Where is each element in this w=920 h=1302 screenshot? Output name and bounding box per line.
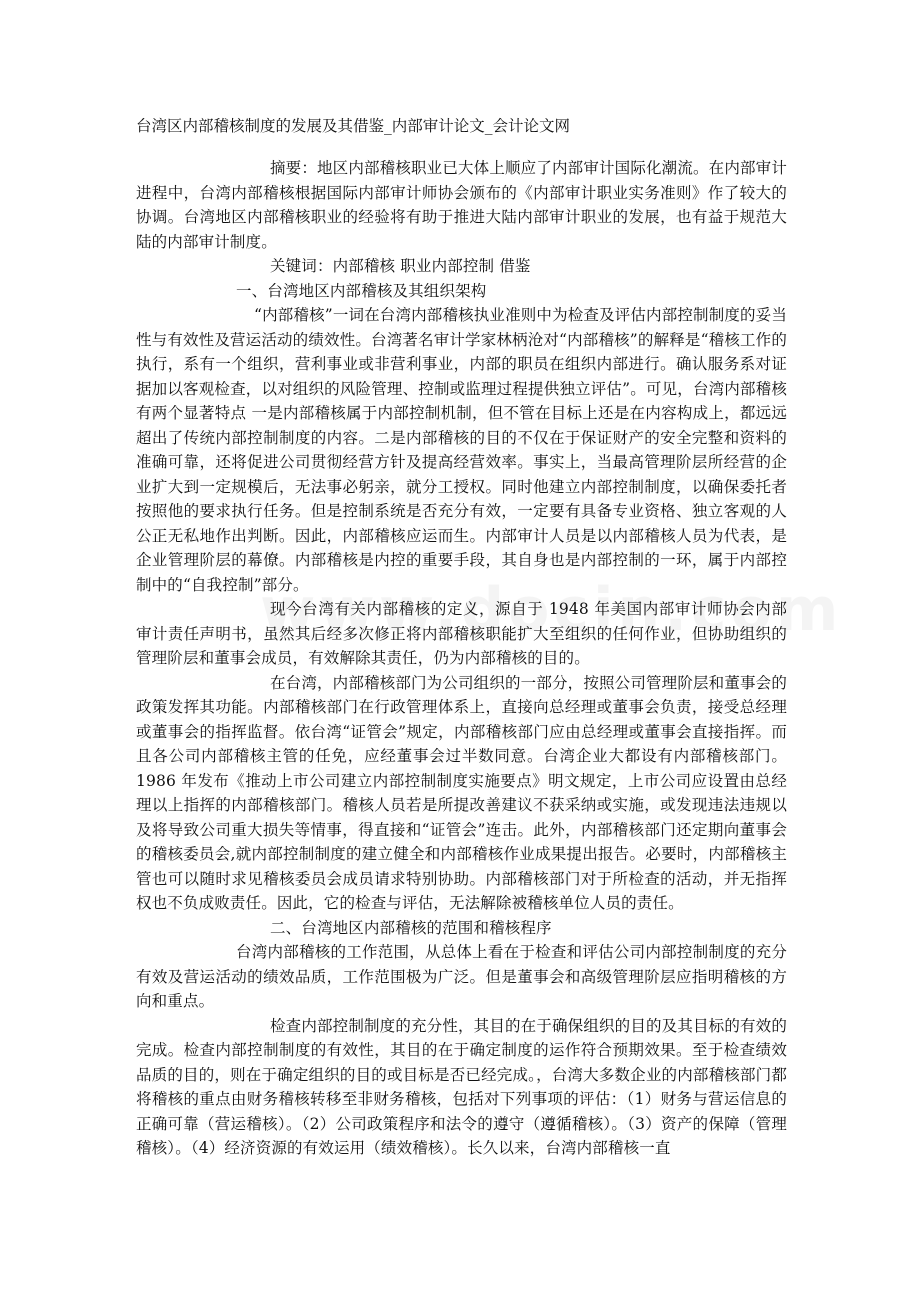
body-paragraph: 台湾内部稽核的工作范围，从总体上看在于检查和评估公司内部控制制度的充分有效及营运活动的绩效品质，工作范围极为广泛。但是董事会和高级管理阶层应指明稽核的方向和重点。 xyxy=(136,943,787,1010)
body-paragraph: 现今台湾有关内部稽核的定义，源自于 1948 年美国内部审计师协会内部审计责任声明书，虽然其后经多次修正将内部稽核职能扩大至组织的任何作业，但协助组织的管理阶层和董事会成员，有效解除其责任，仍为内部稽核的目的。 xyxy=(136,600,787,667)
document-title: 台湾区内部稽核制度的发展及其借鉴_内部审计论文_会计论文网 xyxy=(136,117,571,135)
section-heading-2: 二、台湾地区内部稽核的范围和稽核程序 xyxy=(270,918,552,937)
body-paragraph: 检查内部控制制度的充分性，其目的在于确保组织的目的及其目标的有效的完成。检查内部控制制度的有效性，其目的在于确定制度的运作符合预期效果。至于检查绩效品质的目的，则在于确定组织的目的或目标是否已经完成。，台湾大多数企业的内部稽核部门都将稽核的重点由财务稽核转移至非财务稽核，包括对下列事项的评估：（1）财务与营运信息的正确可靠（营运稽核）。（2）公司政策程序和法令的遵守（遵循稽核）。（3）资产的保障（管理稽核）。（4）经济资源的有效运用（绩效稽核）。长久以来，台湾内部稽核一直 xyxy=(136,1016,787,1157)
document-body xyxy=(136,156,787,1161)
abstract-paragraph: 摘要：地区内部稽核职业已大体上顺应了内部审计国际化潮流。在内部审计进程中，台湾内部稽核根据国际内部审计师协会颁布的《内部审计职业实务准则》作了较大的协调。台湾地区内部稽核职业的经验将有助于推进大陆内部审计职业的发展，也有益于规范大陆的内部审计制度。 xyxy=(136,159,787,251)
body-paragraph: 在台湾，内部稽核部门为公司组织的一部分，按照公司管理阶层和董事会的政策发挥其功能。内部稽核部门在行政管理体系上，直接向总经理或董事会负责，接受总经理或董事会的指挥监督。依台湾“证管会”规定，内部稽核部门应由总经理或董事会直接指挥。而且各公司内部稽核主管的任免，应经董事会过半数同意。台湾企业大都设有内部稽核部门。1986 年发布《推动上市公司建立内部控制制度实施要点》明文规定，上市公司应设置由总经理以上指挥的内部稽核部门。稽核人员若是所提改善建议不获采纳或实施，或发现违法违规以及将导致公司重大损失等情事，得直接和“证管会”连击。此外，内部稽核部门还定期向董事会的稽核委员会,就内部控制制度的建立健全和内部稽核作业成果提出报告。必要时，内部稽核主管也可以随时求见稽核委员会成员请求特别协助。内部稽核部门对于所检查的活动，并无指挥权也不负成败责任。因此，它的检查与评估，无法解除被稽核单位人员的责任。 xyxy=(136,673,787,912)
keywords-line: 关键词：内部稽核 职业内部控制 借鉴 xyxy=(270,257,531,275)
body-paragraph: “内部稽核”一词在台湾内部稽核执业准则中为检查及评估内部控制制度的妥当性与有效性及营运活动的绩效性。台湾著名审计学家林柄沧对“内部稽核”的解释是“稽核工作的执行，系有一个组织，营利事业或非营利事业，内部的职员在组织内部进行。确认服务系对证据加以客观检查，以对组织的风险管理、控制或监理过程提供独立评估”。可见，台湾内部稽核有两个显著特点 一是内部稽核属于内部控制机制，但不管在目标上还是在内容构成上，都远远超出了传统内部控制制度的内容。二是内部稽核的目的不仅在于保证财产的安全完整和资料的准确可靠，还将促进公司贯彻经营方针及提高经营效率。事实上，当最高管理阶层所经营的企业扩大到一定规模后，无法事必躬亲，就分工授权。同时他建立内部控制制度，以确保委托者按照他的要求执行任务。但是控制系统是否充分有效，一定要有具备专业资格、独立客观的人公正无私地作出判断。因此，内部稽核应运而生。内部审计人员是以内部稽核人员为代表，是企业管理阶层的幕僚。内部稽核是内控的重要手段，其自身也是内部控制的一环，属于内部控制中的“自我控制”部分。 xyxy=(136,306,787,594)
section-heading-1: 一、台湾地区内部稽核及其组织架构 xyxy=(236,281,487,300)
